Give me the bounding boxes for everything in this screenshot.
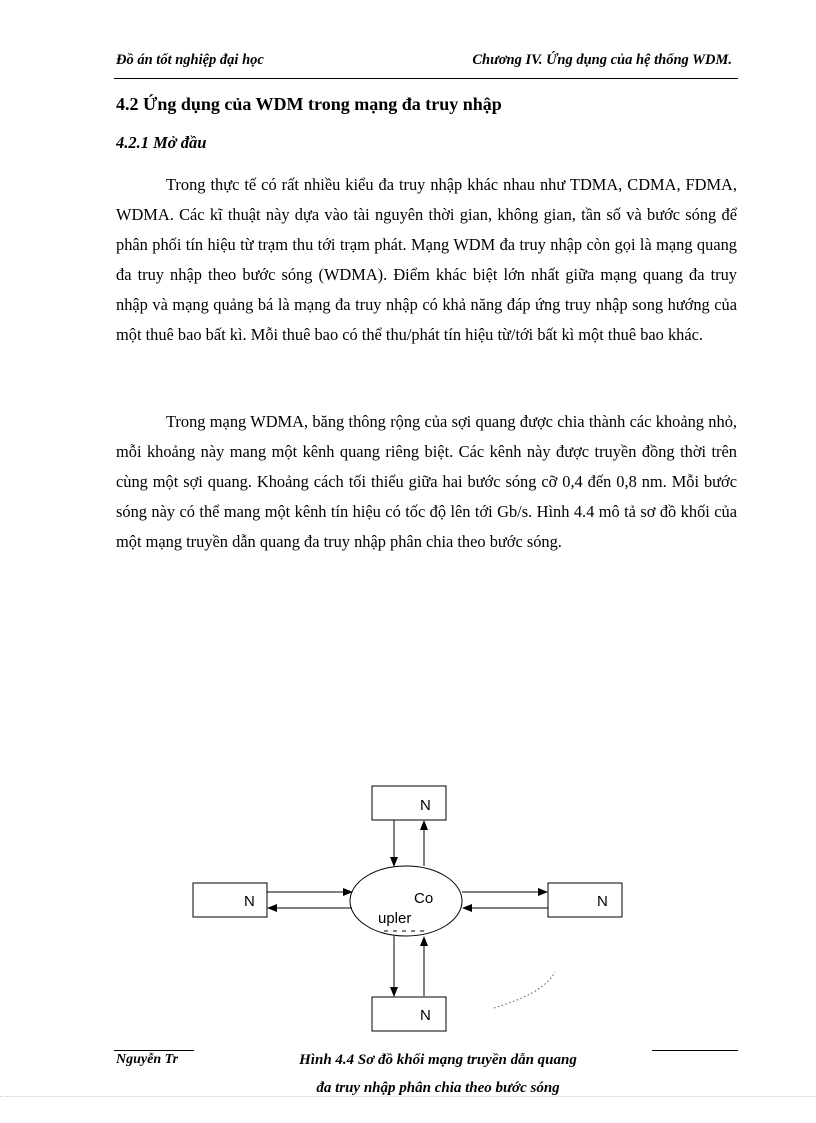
coupler-label-line2: upler (378, 910, 412, 927)
coupler-label-line1: Co (414, 890, 434, 907)
header-right: Chương IV. Ứng dụng của hệ thống WDM. (472, 52, 732, 68)
node-right (548, 883, 622, 917)
caption-line-2: đa truy nhập phân chia theo bước sóng (316, 1080, 560, 1096)
node-bottom (372, 997, 446, 1031)
node-top (372, 786, 446, 820)
node-right-label: N (597, 893, 608, 910)
footer-author: Nguyễn Tr (116, 1052, 179, 1067)
dotted-curve (494, 972, 555, 1008)
node-bottom-label: N (420, 1007, 431, 1024)
page-bottom-border (0, 1096, 816, 1097)
header-left: Đồ án tốt nghiệp đại học (116, 52, 264, 68)
footer-rule-left (114, 1050, 194, 1051)
caption-line-1: Hình 4.4 Sơ đồ khối mạng truyền dẫn quang (299, 1052, 577, 1068)
section-title: 4.2 Ứng dụng của WDM trong mạng đa truy nhập (116, 94, 502, 114)
figure-caption (258, 1046, 618, 1102)
paragraph-2: Trong mạng WDMA, băng thông rộng của sợi quang được chia thành các khoảng nhỏ, mỗi khoảng này mang một kênh quang riêng biệt. Các kênh này được truyền đồng thời trên cùng một sợi quang. Khoảng cách tối thiểu giữa hai bước sóng cỡ 0,4 đến 0,8 nm. Mỗi bước sóng này có thể mang một kênh tín hiệu có tốc độ lên tới Gb/s. Hình 4.4 mô tả sơ đồ khối của một mạng truyền dẫn quang đa truy nhập phân chia theo bước sóng. (116, 412, 737, 551)
section-subtitle: 4.2.1 Mở đầu (116, 133, 207, 152)
node-left-label: N (244, 893, 255, 910)
paragraph-1: Trong thực tế có rất nhiều kiểu đa truy nhập khác nhau như TDMA, CDMA, FDMA, WDMA. Các kĩ thuật này dựa vào tài nguyên thời gian, không gian, tần số và bước sóng để phân phối tín hiệu từ trạm thu tới trạm phát. Mạng WDM đa truy nhập còn gọi là mạng quang đa truy nhập theo bước sóng (WDMA). Điểm khác biệt lớn nhất giữa mạng quang đa truy nhập và mạng quảng bá là mạng đa truy nhập có khả năng đáp ứng truy nhập song hướng của một thuê bao bất kì. Mỗi thuê bao có thể thu/phát tín hiệu từ/tới bất kì một thuê bao khác. (116, 175, 737, 344)
node-left (193, 883, 267, 917)
node-top-label: N (420, 797, 431, 814)
footer-rule-right (652, 1050, 738, 1051)
